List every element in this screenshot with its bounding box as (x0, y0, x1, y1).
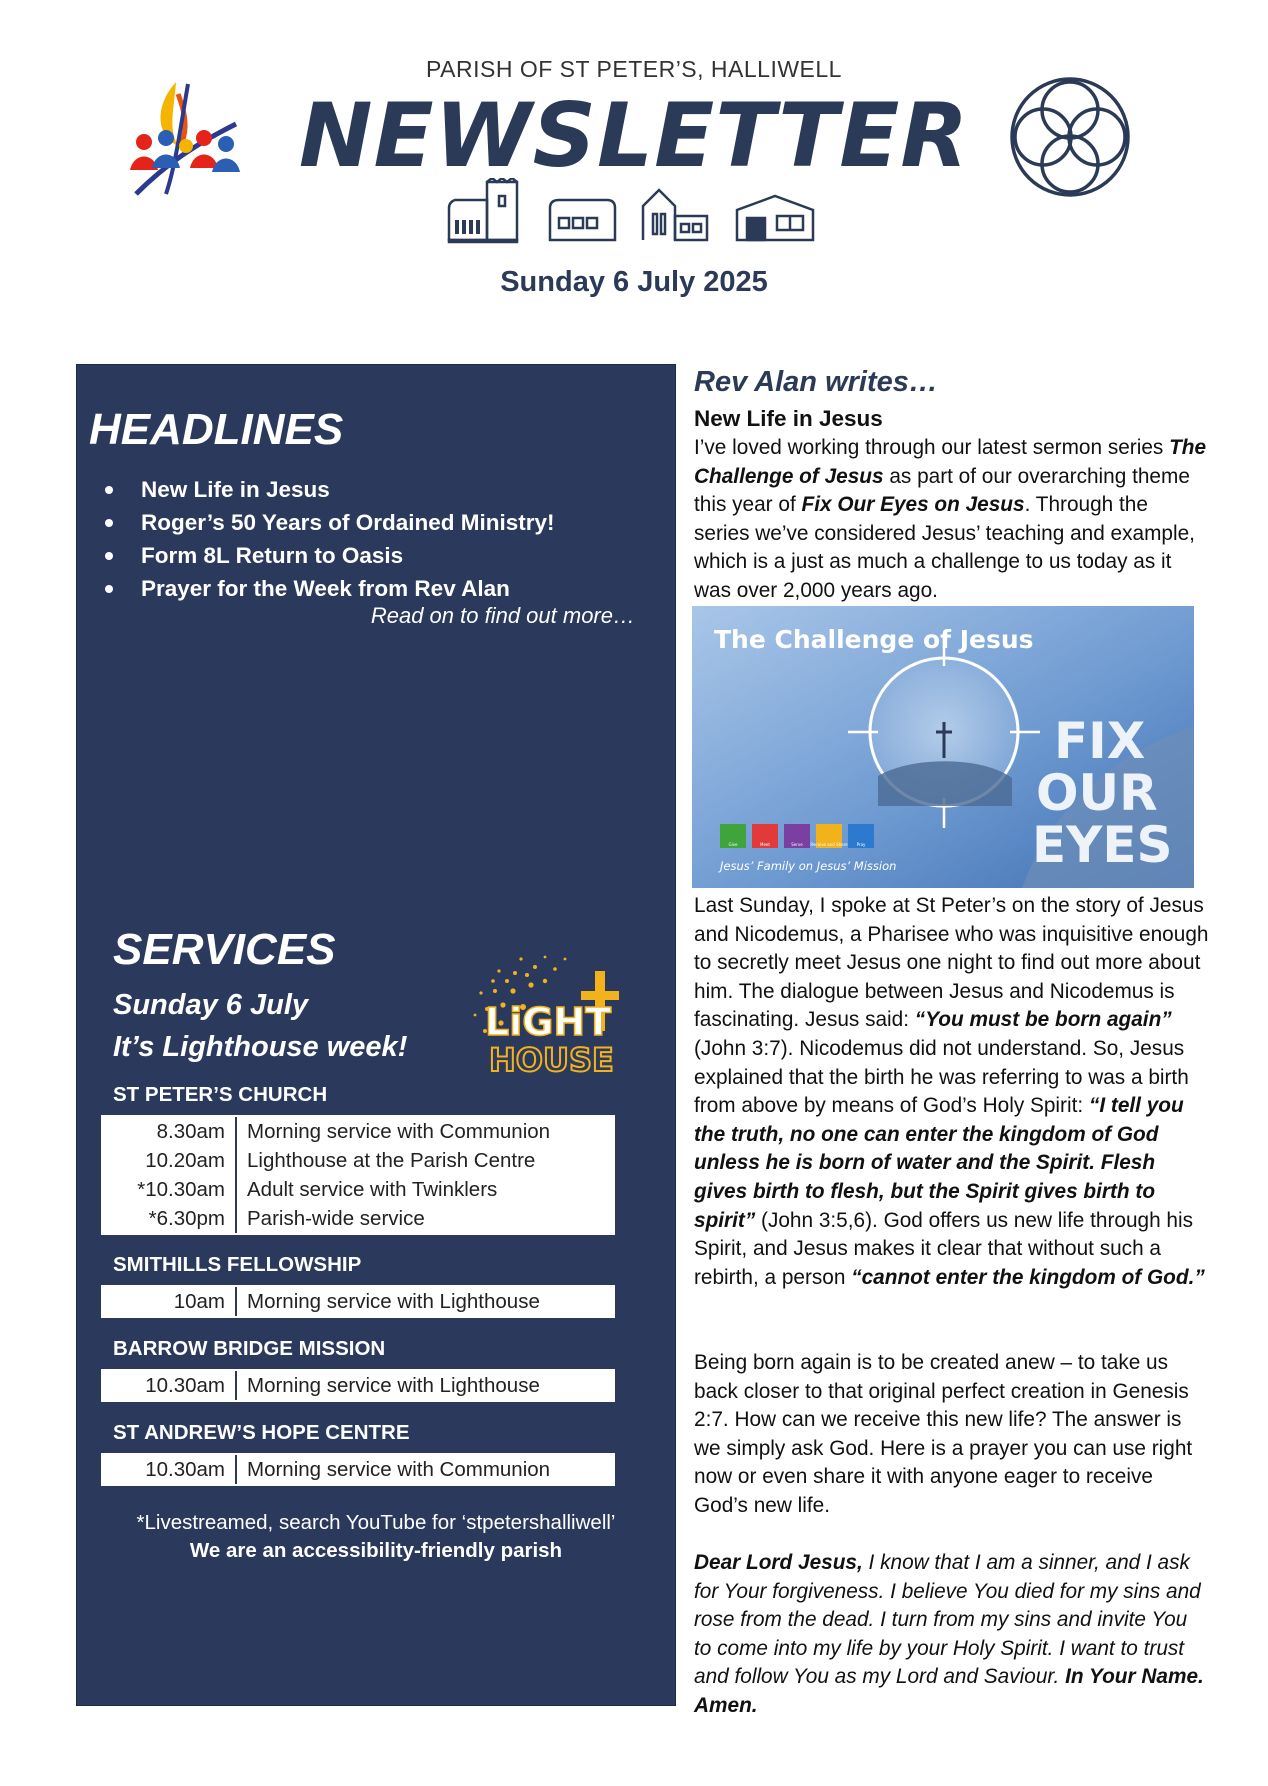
service-table (101, 1369, 615, 1402)
venue-st-andrews: ST ANDREW’S HOPE CENTRE (113, 1421, 410, 1444)
service-time: *6.30pm (101, 1204, 237, 1233)
scripture-quote: “cannot enter the kingdom of God.” (851, 1265, 1205, 1289)
read-on-text: Read on to find out more… (370, 603, 635, 628)
service-desc: Morning service with Communion (247, 1458, 551, 1481)
article-paragraph-2 (694, 892, 1209, 1292)
image-title: The Challenge of Jesus (714, 625, 1034, 654)
issue-date: Sunday 6 July 2025 (500, 266, 768, 298)
headlines-title: HEADLINES (89, 405, 344, 454)
scripture-quote: “You must be born again” (914, 1008, 1172, 1032)
text-run: as part of our overarching theme this year of (694, 464, 1190, 517)
service-desc: Parish-wide service (247, 1207, 425, 1230)
icon-label: Serve (791, 842, 803, 847)
text-run: Last Sunday, I spoke at St Peter’s on the story of Jesus and Nicodemus, a Pharisee who was inquisitive enough to secretly meet Jesus one night to find out more about him. The dialogue between Jesus and Nicodemus is fascinating. Jesus said: (694, 894, 1209, 1032)
venue-barrow-bridge: BARROW BRIDGE MISSION (113, 1337, 386, 1360)
list-item: Form 8L Return to Oasis (101, 539, 554, 572)
scripture-quote: “I tell you the truth, no one can enter the kingdom of God unless he is born of water and the Spirit. Flesh gives birth to flesh, but the Spirit gives birth to spirit” (694, 1094, 1184, 1232)
article-paragraph-1 (694, 434, 1209, 606)
prayer-text: I know that I am a sinner, and I ask for Your forgiveness. I believe You died for my sins and rose from the dead. I turn from my sins and invite You to come into my life by your Holy Spirit. I want to trust and follow You as my Lord and Saviour. (694, 1551, 1201, 1689)
list-item: New Life in Jesus (101, 473, 554, 506)
lighthouse-logo-icon (467, 951, 627, 1079)
lighthouse-week-note: It’s Lighthouse week! (113, 1031, 408, 1063)
services-title: SERVICES (113, 925, 336, 974)
prayer-paragraph (694, 1549, 1209, 1721)
prayer-closing: In Your Name. Amen. (694, 1665, 1204, 1717)
icon-label: Pray (856, 842, 866, 847)
headlines-list (101, 473, 554, 605)
prayer-opening: Dear Lord Jesus, (694, 1551, 863, 1574)
list-item: Roger’s 50 Years of Ordained Ministry! (101, 506, 554, 539)
service-table (101, 1453, 615, 1486)
table-row (101, 1175, 615, 1204)
service-time: *10.30am (101, 1175, 237, 1204)
challenge-of-jesus-image (692, 606, 1194, 888)
venue-smithills: SMITHILLS FELLOWSHIP (113, 1253, 362, 1276)
interlocking-circles-icon (1005, 74, 1135, 200)
service-table (101, 1285, 615, 1318)
service-time: 10.20am (101, 1146, 237, 1175)
list-item: Prayer for the Week from Rev Alan (101, 572, 554, 605)
service-desc: Lighthouse at the Parish Centre (247, 1149, 536, 1172)
service-time: 8.30am (101, 1117, 237, 1146)
accessibility-note: We are an accessibility-friendly parish (189, 1539, 563, 1562)
livestream-note: *Livestreamed, search YouTube for ‘stpetershalliwell’ (136, 1511, 616, 1534)
icon-label: Give (728, 842, 738, 847)
lighthouse-logo-top: LiGHT (485, 1000, 612, 1044)
left-panel (76, 364, 676, 1706)
article-paragraph-3: Being born again is to be created anew – to take us back closer to that original perfect creation in Genesis 2:7. How can we receive this new life? The answer is we simply ask God. Here is a prayer you can use right now or even share it with anyone eager to receive God’s new life. (694, 1351, 1193, 1517)
lighthouse-logo-bottom: HOUSE (489, 1041, 614, 1079)
text-run: (John 3:7). Nicodemus did not understand. So, Jesus explained that the birth he was referring to was a birth from above by means of God’s Holy Spirit: (694, 1036, 1189, 1118)
service-desc: Morning service with Lighthouse (247, 1290, 540, 1313)
service-time: 10.30am (101, 1455, 237, 1484)
service-time: 10am (101, 1287, 237, 1316)
table-row (101, 1455, 615, 1484)
newsletter-title: NEWSLETTER (298, 84, 970, 187)
service-desc: Morning service with Communion (247, 1120, 551, 1143)
service-time: 10.30am (101, 1371, 237, 1400)
table-row (101, 1287, 615, 1316)
services-date: Sunday 6 July (113, 989, 309, 1021)
service-desc: Morning service with Lighthouse (247, 1374, 540, 1397)
table-row (101, 1146, 615, 1175)
parish-logo-icon (116, 74, 256, 204)
text-run: (John 3:5,6). God offers us new life through his Spirit, and Jesus makes it clear that without such a rebirth, a person (694, 1208, 1194, 1289)
service-table (101, 1115, 615, 1235)
fix-line-1: FIX (1054, 712, 1146, 770)
theme-name: Fix Our Eyes on Jesus (801, 493, 1025, 517)
table-row (101, 1204, 615, 1233)
parish-name: PARISH OF ST PETER’S, HALLIWELL (426, 56, 842, 82)
fix-line-3: EYES (1032, 816, 1173, 874)
text-run: . Through the series we’ve considered Jesus’ teaching and example, which is a just as much a challenge to us today as it was over 2,000 years ago. (694, 493, 1195, 602)
series-name: The Challenge of Jesus (694, 436, 1207, 488)
icon-label: Receive and Share (810, 842, 848, 847)
icon-label: Meet (760, 842, 770, 847)
table-row (101, 1117, 615, 1146)
article-subtitle: New Life in Jesus (694, 406, 883, 431)
service-desc: Adult service with Twinklers (247, 1178, 498, 1201)
image-caption: Jesus’ Family on Jesus’ Mission (720, 859, 897, 873)
article-title: Rev Alan writes… (694, 366, 938, 398)
venue-st-peters: ST PETER’S CHURCH (113, 1083, 328, 1106)
text-run: I’ve loved working through our latest sermon series (694, 436, 1170, 459)
table-row (101, 1371, 615, 1400)
fix-line-2: OUR (1036, 764, 1158, 822)
parish-buildings-icon (447, 178, 822, 244)
